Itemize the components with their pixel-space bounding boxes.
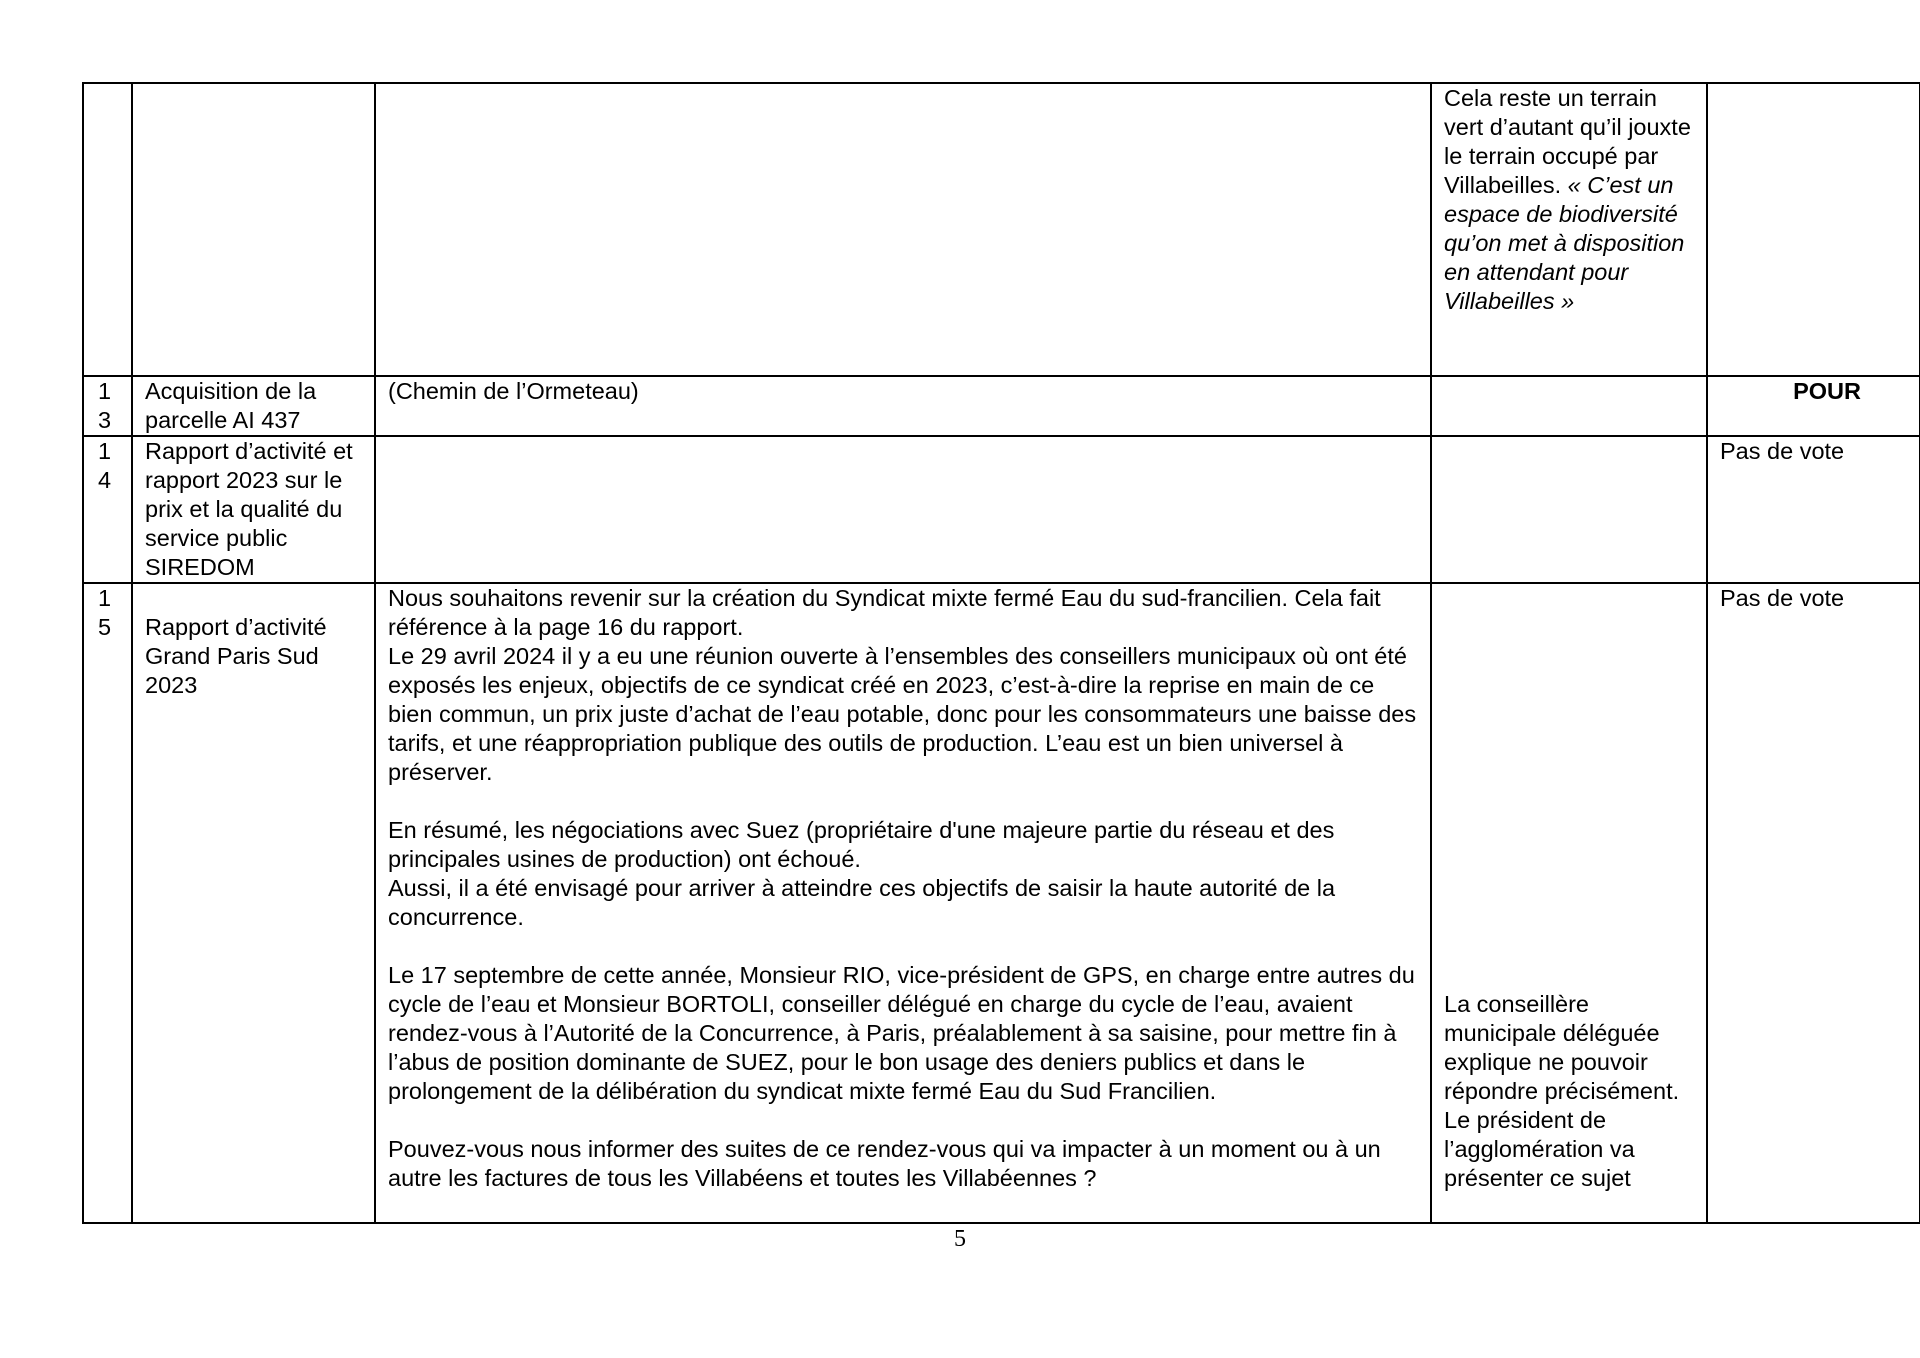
vote-cell: Pas de vote: [1707, 583, 1920, 1223]
item-number-cell: 13: [83, 376, 132, 436]
item-title-cell: Rapport d’activité et rapport 2023 sur le prix et la qualité du service public SIREDOM: [132, 436, 375, 583]
table-row: [83, 83, 1920, 376]
item-text-cell: (Chemin de l’Ormeteau): [375, 376, 1431, 436]
vote-cell: Pas de vote: [1707, 436, 1920, 583]
item-number-cell: [83, 83, 132, 376]
response-cell: [1431, 436, 1707, 583]
item-text-cell: [375, 83, 1431, 376]
paragraph: Aussi, il a été envisagé pour arriver à atteindre ces objectifs de saisir la haute autorité de la concurrence.: [388, 875, 1336, 930]
item-title-cell: [132, 83, 375, 376]
paragraph: Le 17 septembre de cette année, Monsieur RIO, vice-président de GPS, en charge entre autres du cycle de l’eau et Monsieur BORTOLI, conseiller délégué en charge du cycle de l’eau, avaient rendez-vous à l’Autorité de la Concurrence, à Paris, préalablement à sa saisine, pour mettre fin à l’abus de position dominante de SUEZ, pour le bon usage des deniers publics et dans le prolongement de la délibération du syndicat mixte fermé Eau du Sud Francilien.: [388, 962, 1415, 1104]
table-row: [83, 376, 1920, 436]
response-quote: « C’est un espace de biodiversité qu’on met à disposition en attendant pour Villabeilles »: [1444, 172, 1685, 314]
response-cell: [1431, 83, 1707, 376]
item-title-text: Rapport d’activité Grand Paris Sud 2023: [145, 614, 327, 698]
response-cell: [1431, 583, 1707, 1223]
page-number: 5: [954, 1226, 966, 1252]
response-text: Cela reste un terrain vert d’autant qu’il jouxte le terrain occupé par Villabeilles.: [1444, 85, 1691, 198]
item-number-cell: 15: [83, 583, 132, 1223]
item-text-cell: [375, 583, 1431, 1223]
response-text: Le président de l’agglomération va présenter ce sujet: [1444, 1107, 1635, 1191]
response-text: La conseillère municipale déléguée explique ne pouvoir répondre précisément.: [1444, 991, 1680, 1104]
minutes-table: [82, 82, 1920, 1224]
item-title-cell: [132, 583, 375, 1223]
item-text-cell: [375, 436, 1431, 583]
vote-cell: [1707, 83, 1920, 376]
paragraph: Le 29 avril 2024 il y a eu une réunion ouverte à l’ensembles des conseillers municipaux où ont été exposés les enjeux, objectifs de ce syndicat créé en 2023, c’est-à-dire la reprise en main de ce bien commun, un prix juste d’achat de l’eau potable, donc pour les consommateurs une baisse des tarifs, et une réappropriation publique des outils de production. L’eau est un bien universel à préserver.: [388, 643, 1417, 785]
vote-cell: POUR: [1707, 376, 1920, 436]
item-number-cell: 14: [83, 436, 132, 583]
table-row: [83, 436, 1920, 583]
response-cell: [1431, 376, 1707, 436]
paragraph: En résumé, les négociations avec Suez (propriétaire d'une majeure partie du réseau et des principales usines de production) ont échoué.: [388, 817, 1335, 872]
paragraph: Pouvez-vous nous informer des suites de ce rendez-vous qui va impacter à un moment ou à un autre les factures de tous les Villabéens et toutes les Villabéennes ?: [388, 1136, 1381, 1191]
item-title-cell: Acquisition de la parcelle AI 437: [132, 376, 375, 436]
table-row: [83, 583, 1920, 1223]
paragraph: Nous souhaitons revenir sur la création du Syndicat mixte fermé Eau du sud-francilien. Cela fait référence à la page 16 du rapport.: [388, 585, 1381, 640]
